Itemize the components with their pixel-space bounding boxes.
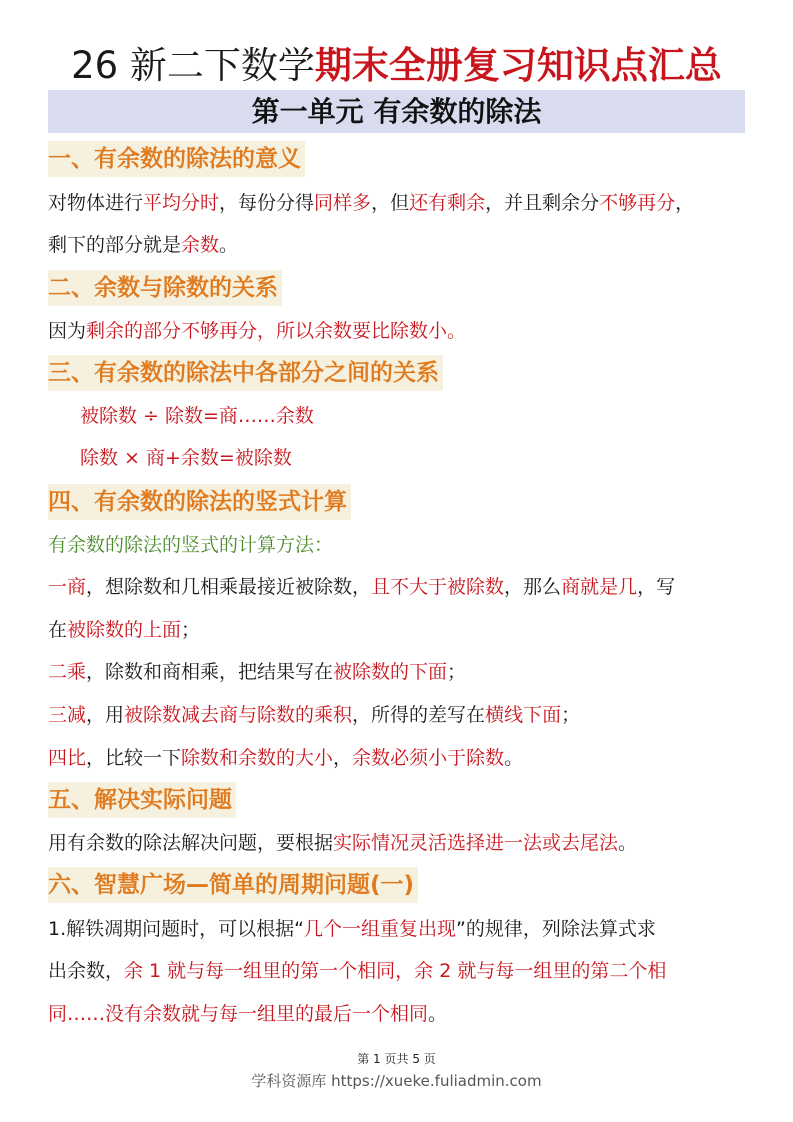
step-4: 四比，比较一下除数和余数的大小，余数必须小于除数。 [48,747,524,769]
section-1-line-2: 剩下的部分就是余数。 [48,234,239,256]
title-prefix: 26 新二下数学 [71,44,315,87]
unit-title: 第一单元 有余数的除法 [48,90,745,133]
section-heading-1: 一、有余数的除法的意义 [48,141,305,177]
step-2: 二乘，除数和商相乘，把结果写在被除数的下面； [48,661,467,683]
page-number: 第 1 页共 5 页 [357,1052,436,1066]
method-label: 有余数的除法的竖式的计算方法： [48,534,334,556]
section-heading-5: 五、解决实际问题 [48,782,236,818]
page-title [0,40,793,92]
section-2-line-1: 因为剩余的部分不够再分，所以余数要比除数小。 [48,320,467,342]
section-1-line-1: 对物体进行平均分时，每份分得同样多，但还有剩余，并且剩余分不够再分， [48,192,695,214]
section-heading-4: 四、有余数的除法的竖式计算 [48,484,351,520]
formula-2: 除数 × 商+余数=被除数 [80,447,292,469]
title-highlight: 期末全册复习知识点汇总 [314,44,722,87]
section-heading-2: 二、余数与除数的关系 [48,270,282,306]
step-1-line-2: 在被除数的上面； [48,619,201,641]
formula-1: 被除数 ÷ 除数=商……余数 [80,405,314,427]
section-6-line-1: 1.解铁凋期问题时，可以根据“几个一组重复出现”的规律，列除法算式求 [48,918,656,940]
step-1-line-1: 一商，想除数和几相乘最接近被除数，且不大于被除数，那么商就是几，写 [48,576,676,598]
footer-website: 学科资源库 https://xueke.fuliadmin.com [251,1072,542,1090]
section-6-line-3: 同……没有余数就与每一组里的最后一个相同。 [48,1003,448,1025]
section-5-line-1: 用有余数的除法解决问题，要根据实际情况灵活选择进一法或去尾法。 [48,832,638,854]
section-heading-3: 三、有余数的除法中各部分之间的关系 [48,355,443,391]
section-6-line-2: 出余数，余 1 就与每一组里的第一个相同，余 2 就与每一组里的第二个相 [48,960,667,982]
step-3: 三减，用被除数减去商与除数的乘积，所得的差写在横线下面； [48,704,581,726]
section-heading-6: 六、智慧广场—简单的周期问题(一) [48,867,418,903]
